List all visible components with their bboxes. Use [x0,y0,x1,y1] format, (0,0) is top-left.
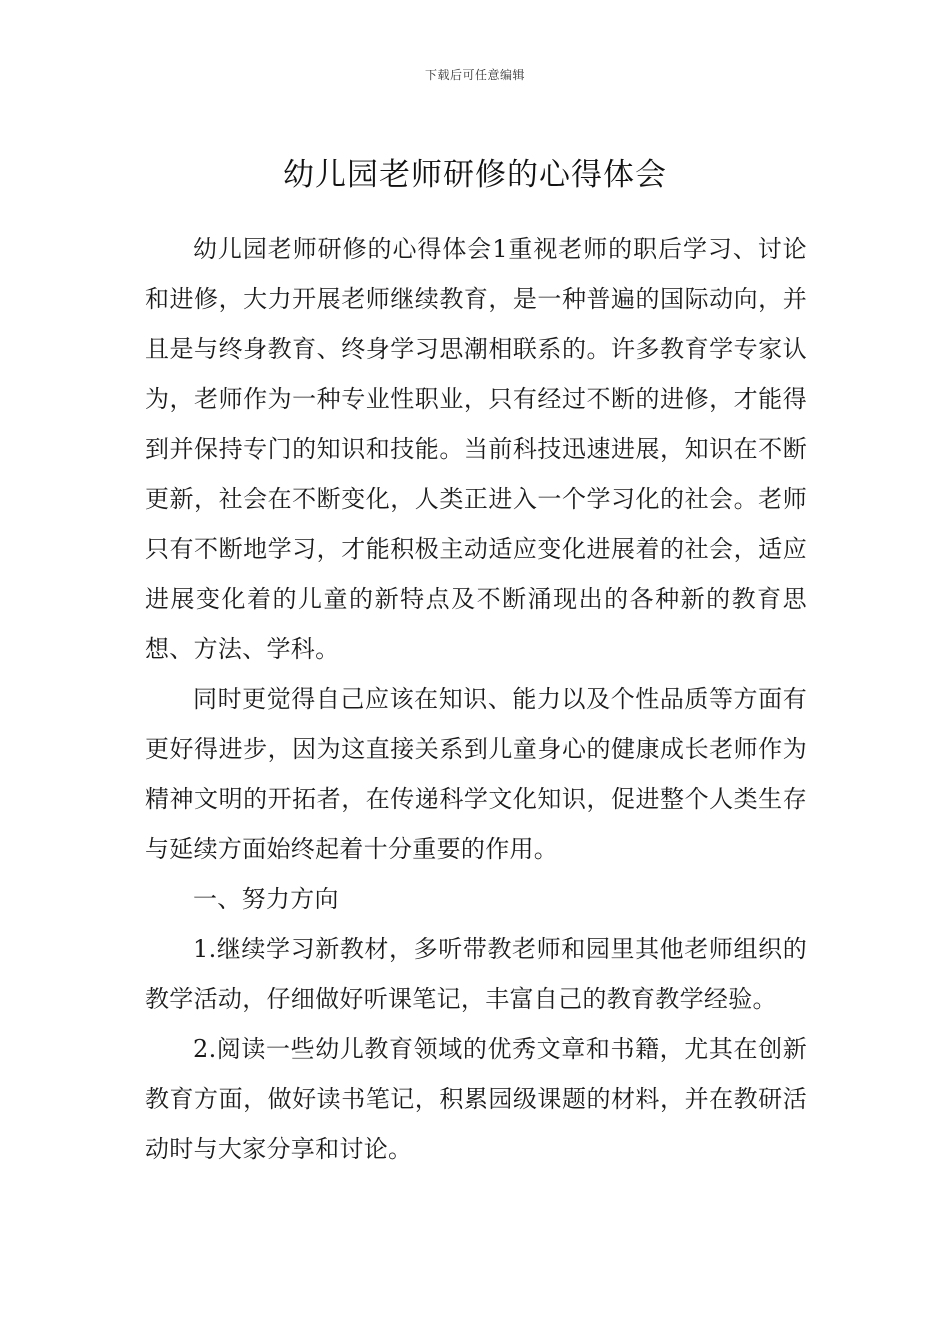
paragraph-reflection: 同时更觉得自己应该在知识、能力以及个性品质等方面有更好得进步，因为这直接关系到儿童身心的健康成长老师作为精神文明的开拓者，在传递科学文化知识，促进整个人类生存与延续方面始终起着十分重要的作用。 [145,685,807,863]
list-item-1: 1.继续学习新教材，多听带教老师和园里其他老师组织的教学活动，仔细做好听课笔记，丰富自己的教育教学经验。 [145,935,807,1013]
document-title: 幼儿园老师研修的心得体会 [283,156,667,193]
header-note: 下载后可任意编辑 [424,68,525,82]
paragraph-intro: 幼儿园老师研修的心得体会1重视老师的职后学习、讨论和进修，大力开展老师继续教育，是一种普遍的国际动向，并且是与终身教育、终身学习思潮相联系的。许多教育学专家认为，老师作为一种专业性职业，只有经过不断的进修，才能得到并保持专门的知识和技能。当前科技迅速进展，知识在不断更新，社会在不断变化，人类正进入一个学习化的社会。老师只有不断地学习，才能积极主动适应变化进展着的社会，适应进展变化着的儿童的新特点及不断涌现出的各种新的教育思想、方法、学科。 [145,235,807,663]
section-heading: 一、努力方向 [193,885,339,913]
document-body [145,224,807,1174]
list-item-2: 2.阅读一些幼儿教育领域的优秀文章和书籍，尤其在创新教育方面，做好读书笔记，积累园级课题的材料，并在教研活动时与大家分享和讨论。 [145,1035,807,1163]
